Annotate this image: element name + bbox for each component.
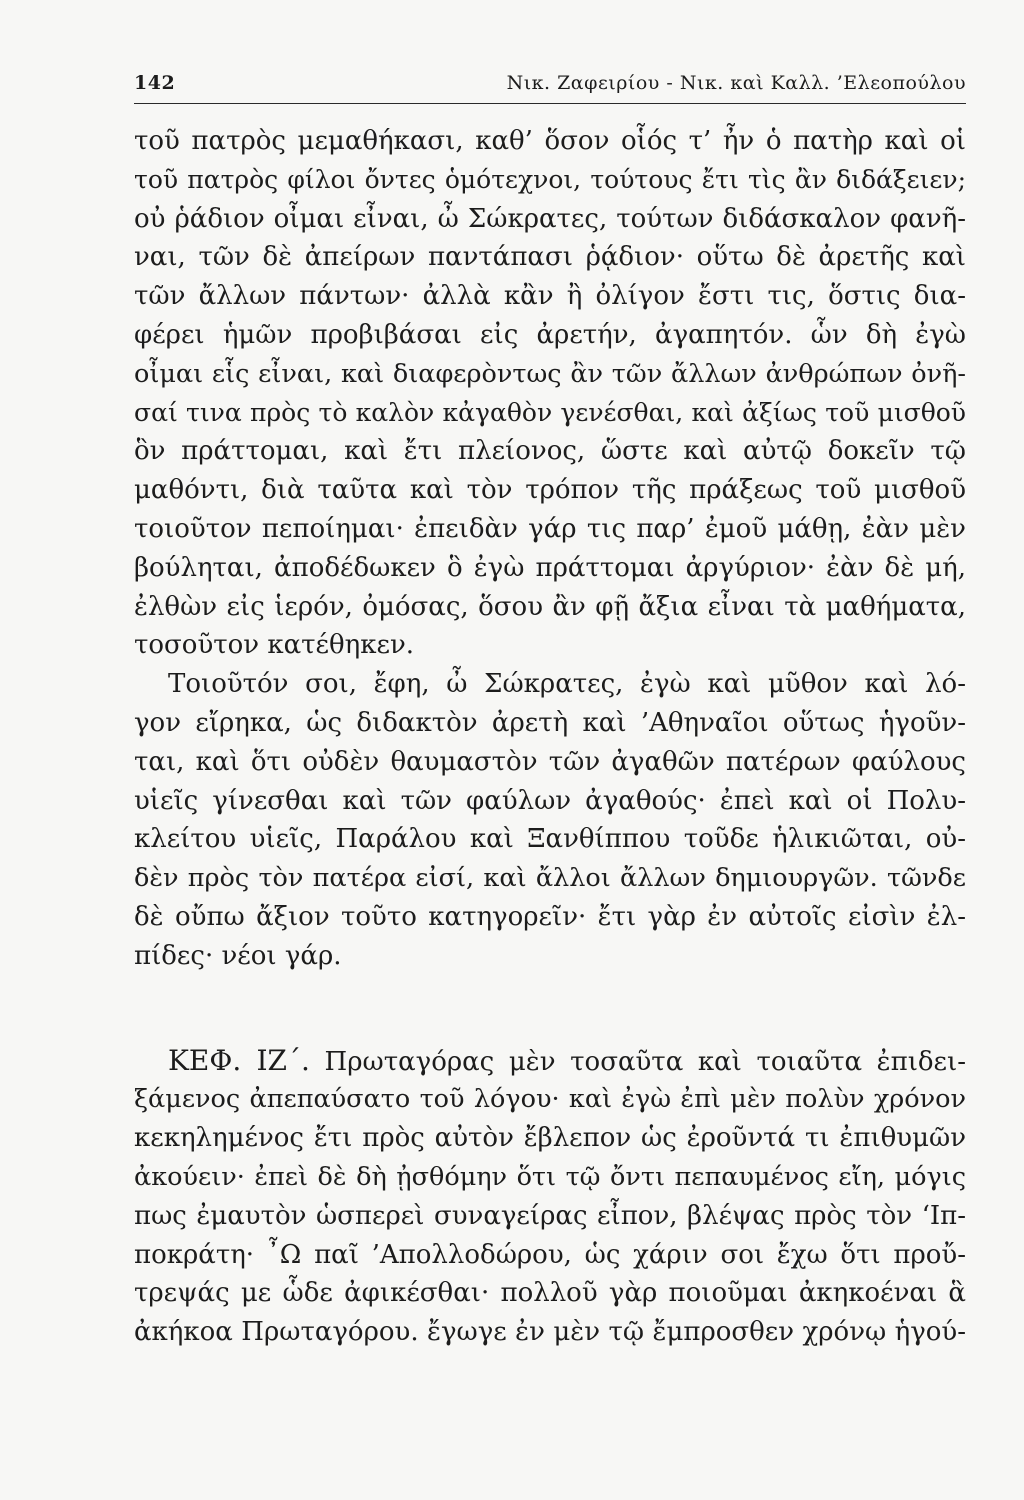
- text-line: ἀκήκοα Πρωταγόρου. ἔγωγε ἐν μὲν τῷ ἔμπροσθεν χρόνῳ ἡγού-: [134, 1317, 966, 1348]
- paragraph-1: [134, 122, 966, 665]
- text-line: τοιοῦτον πεποίημαι· ἐπειδὰν γάρ τις παρ’ ἐμοῦ μάθῃ, ἐὰν μὲν: [134, 513, 966, 544]
- text-line: ται, καὶ ὅτι οὐδὲν θαυμαστὸν τῶν ἀγαθῶν πατέρων φαύλους: [134, 746, 966, 777]
- text-line: τρεψάς με ὧδε ἀφικέσθαι· πολλοῦ γὰρ ποιοῦμαι ἀκηκοέναι ἃ: [134, 1278, 966, 1309]
- text-line: ναι, τῶν δὲ ἀπείρων παντάπασι ῥᾴδιον· οὕτω δὲ ἀρετῆς καὶ: [134, 242, 966, 273]
- text-line: τοῦ πατρὸς φίλοι ὄντες ὁμότεχνοι, τούτους ἔτι τὶς ἂν διδάξειεν;: [134, 164, 966, 194]
- text-line: τῶν ἄλλων πάντων· ἀλλὰ κἂν ἢ ὀλίγον ἔστι τις, ὅστις δια-: [134, 281, 966, 312]
- text-line: πίδες· νέοι γάρ.: [134, 940, 342, 971]
- text-line: κλείτου υἱεῖς, Παράλου καὶ Ξανθίππου τοῦδε ἡλικιῶται, οὐ-: [134, 824, 966, 855]
- header-rule: [134, 103, 966, 104]
- text-line: πως ἐμαυτὸν ὡσπερεὶ συναγείρας εἶπον, βλέψας πρὸς τὸν ‘Ιπ-: [134, 1200, 966, 1231]
- running-head: [134, 72, 966, 102]
- chapter-spacer: [134, 976, 966, 1042]
- text-line: σαί τινα πρὸς τὸ καλὸν κἀγαθὸν γενέσθαι, καὶ ἀξίως τοῦ μισθοῦ: [134, 397, 966, 427]
- text-line: ποκράτη· ῏Ω παῖ ’Απολλοδώρου, ὡς χάριν σοι ἔχω ὅτι προὔ-: [134, 1239, 966, 1270]
- paragraph-2: [134, 665, 966, 975]
- text-line: Τοιοῦτόν σοι, ἔφη, ὦ Σώκρατες, ἐγὼ καὶ μῦθον καὶ λό-: [168, 669, 966, 700]
- text-line: βούληται, ἀποδέδωκεν ὃ ἐγὼ πράττομαι ἀργύριον· ἐὰν δὲ μή,: [134, 552, 966, 583]
- text-line: φέρει ἡμῶν προβιβάσαι εἰς ἀρετήν, ἀγαπητόν. ὧν δὴ ἐγὼ: [134, 319, 966, 350]
- running-head-authors: Νικ. Ζαφειρίου - Νικ. καὶ Καλλ. ’Ελεοπούλου: [506, 72, 966, 94]
- text-line: γον εἴρηκα, ὡς διδακτὸν ἀρετὴ καὶ ’Αθηναῖοι οὕτως ἡγοῦν-: [134, 707, 966, 738]
- text-line: ὃν πράττομαι, καὶ ἔτι πλείονος, ὥστε καὶ αὐτῷ δοκεῖν τῷ: [134, 436, 966, 467]
- text-line: δὲν πρὸς τὸν πατέρα εἰσί, καὶ ἄλλοι ἄλλων δημιουργῶν. τῶνδε: [134, 863, 966, 894]
- text-line: υἱεῖς γίνεσθαι καὶ τῶν φαύλων ἀγαθούς· ἐπεὶ καὶ οἱ Πολυ-: [134, 785, 966, 816]
- text-line: ἐλθὼν εἰς ἱερόν, ὀμόσας, ὅσου ἂν φῇ ἄξια εἶναι τὰ μαθήματα,: [134, 591, 966, 622]
- text-line: οὐ ῥάδιον οἶμαι εἶναι, ὦ Σώκρατες, τούτων διδάσκαλον φανῆ-: [134, 203, 966, 234]
- text-line: δὲ οὔπω ἄξιον τοῦτο κατηγορεῖν· ἔτι γὰρ ἐν αὐτοῖς εἰσὶν ἐλ-: [134, 901, 966, 932]
- chapter-17: [134, 1042, 966, 1352]
- text-line: μαθόντι, διὰ ταῦτα καὶ τὸν τρόπον τῆς πράξεως τοῦ μισθοῦ: [134, 475, 966, 506]
- chapter-first-line-text: Πρωταγόρας μὲν τοσαῦτα καὶ τοιαῦτα ἐπιδει-: [324, 1046, 966, 1077]
- text-line: τοσοῦτον κατέθηκεν.: [134, 630, 415, 661]
- text-line: ἀκούειν· ἐπεὶ δὲ δὴ ᾐσθόμην ὅτι τῷ ὄντι πεπαυμένος εἴη, μόγις: [134, 1161, 966, 1192]
- text-line: τοῦ πατρὸς μεμαθήκασι, καθ’ ὅσον οἷός τ’ ἦν ὁ πατὴρ καὶ οἱ: [134, 126, 966, 156]
- text-line: ξάμενος ἀπεπαύσατο τοῦ λόγου· καὶ ἐγὼ ἐπὶ μὲν πολὺν χρόνον: [134, 1084, 966, 1115]
- chapter-first-line: [134, 1042, 966, 1081]
- text-line: κεκηλημένος ἔτι πρὸς αὐτὸν ἔβλεπον ὡς ἐροῦντά τι ἐπιθυμῶν: [134, 1123, 966, 1154]
- page-number: 142: [134, 72, 176, 94]
- body-text: [134, 122, 966, 1352]
- chapter-heading: ΚΕΦ. ΙΖ΄.: [168, 1043, 310, 1077]
- text-line: οἶμαι εἷς εἶναι, καὶ διαφερὸντως ἂν τῶν ἄλλων ἀνθρώπων ὀνῆ-: [134, 358, 966, 389]
